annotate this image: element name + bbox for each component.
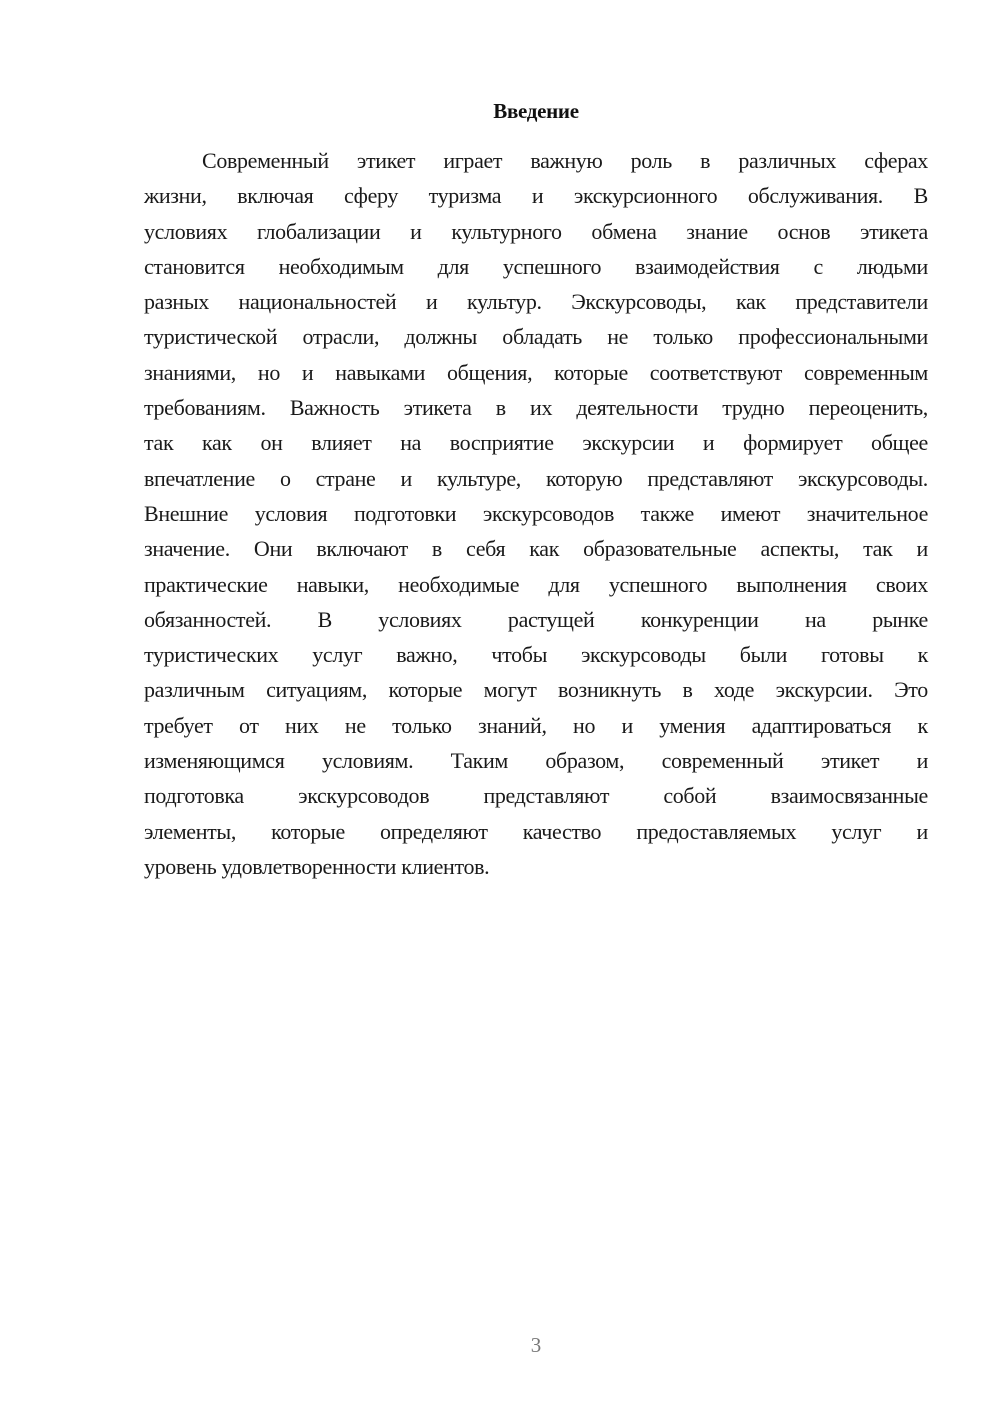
paragraph-line: Внешние условия подготовки экскурсоводов также имеют значительное <box>144 500 928 526</box>
paragraph-line: так как он влияет на восприятие экскурсии и формирует общее <box>144 430 928 456</box>
paragraph-line: знаниями, но и навыками общения, которые соответствуют современным <box>144 359 928 385</box>
paragraph-line: требованиям. Важность этикета в их деятельности трудно переоценить, <box>144 395 928 421</box>
paragraph-line: туристических услуг важно, чтобы экскурсоводы были готовы к <box>144 642 928 668</box>
paragraph-line: элементы, которые определяют качество предоставляемых услуг и <box>144 818 928 844</box>
paragraph-line: разных национальностей и культур. Экскурсоводы, как представители <box>144 289 928 315</box>
paragraph-line: требует от них не только знаний, но и умения адаптироваться к <box>144 712 928 738</box>
paragraph-line: значение. Они включают в себя как образовательные аспекты, так и <box>144 536 928 562</box>
section-heading: Введение <box>493 99 579 123</box>
paragraph-line: обязанностей. В условиях растущей конкуренции на рынке <box>144 606 928 632</box>
introduction-paragraph <box>144 143 928 884</box>
paragraph-line: практические навыки, необходимые для успешного выполнения своих <box>144 571 928 597</box>
paragraph-line: становится необходимым для успешного взаимодействия с людьми <box>144 253 928 279</box>
paragraph-line: Современный этикет играет важную роль в различных сферах <box>202 148 928 173</box>
paragraph-line: туристической отрасли, должны обладать не только профессиональными <box>144 324 928 350</box>
page-number: 3 <box>530 1333 542 1357</box>
paragraph-line: впечатление о стране и культуре, которую представляют экскурсоводы. <box>144 465 928 491</box>
paragraph-line: жизни, включая сферу туризма и экскурсионного обслуживания. В <box>144 183 928 209</box>
paragraph-line: условиях глобализации и культурного обмена знание основ этикета <box>144 218 928 244</box>
paragraph-line: различным ситуациям, которые могут возникнуть в ходе экскурсии. Это <box>144 677 928 703</box>
paragraph-line: уровень удовлетворенности клиентов. <box>144 853 490 879</box>
paragraph-line: подготовка экскурсоводов представляют собой взаимосвязанные <box>144 783 928 809</box>
paragraph-line: изменяющимся условиям. Таким образом, современный этикет и <box>144 748 928 774</box>
